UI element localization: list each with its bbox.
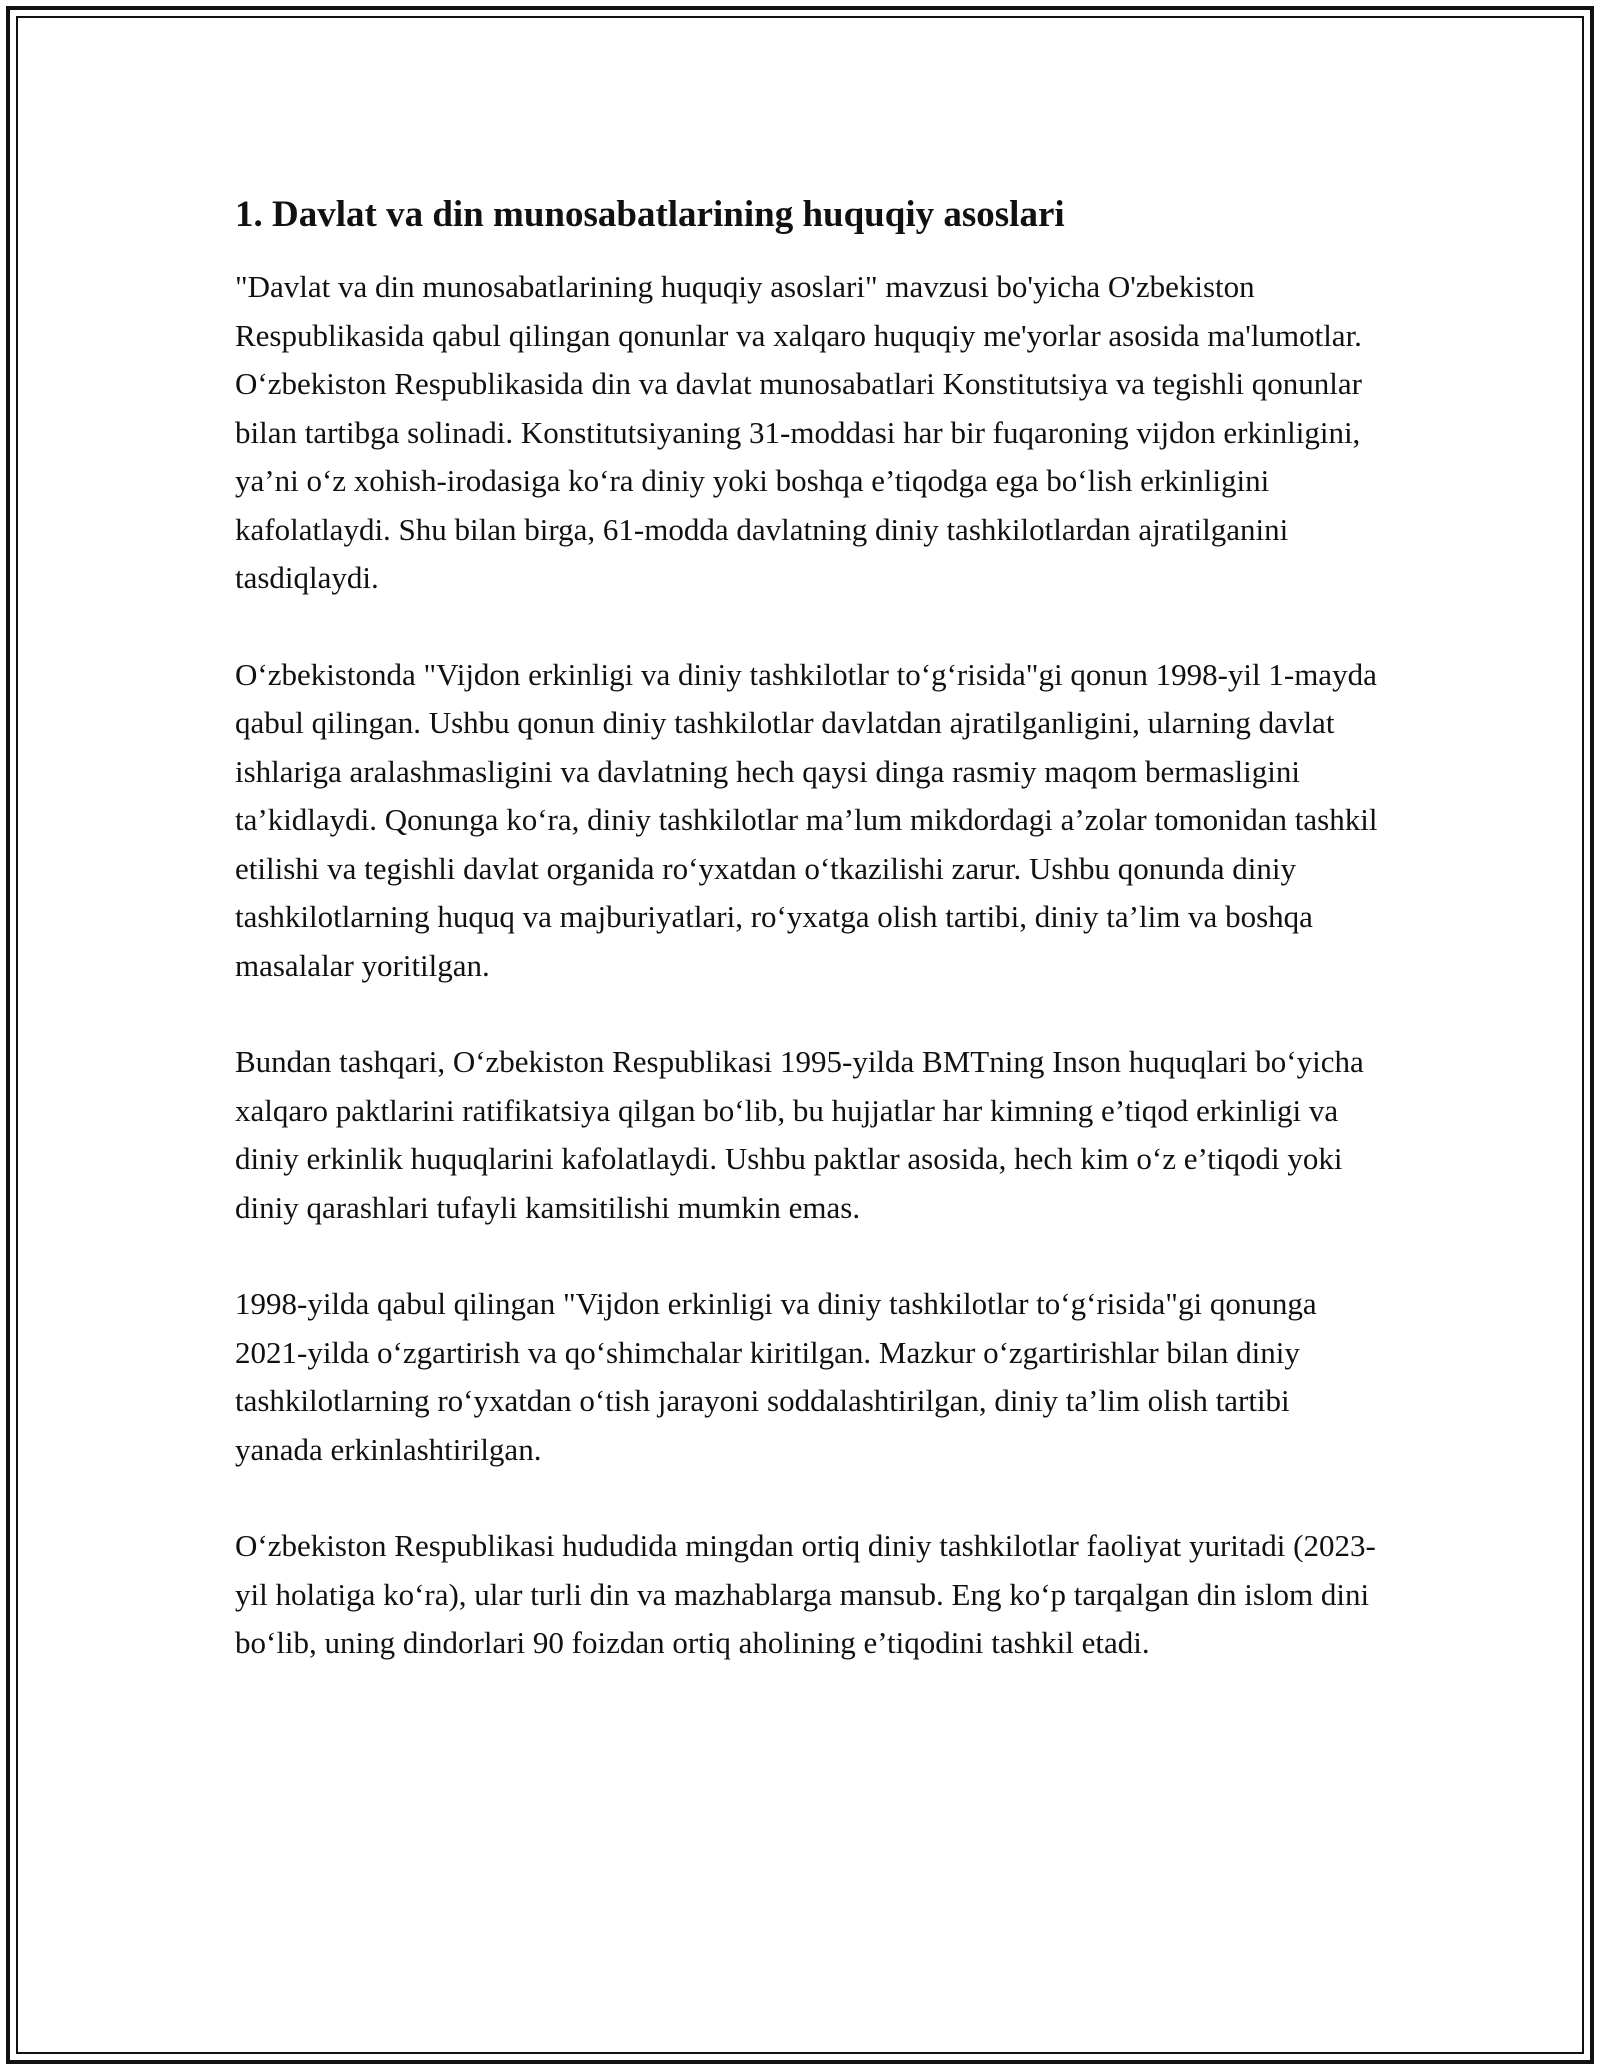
paragraph-4: 1998-yilda qabul qilingan "Vijdon erkinligi va diniy tashkilotlar to‘g‘risida"gi qonunga 2021-yilda o‘zgartirish va qo‘shimchalar kiritilgan. Mazkur o‘zgartirishlar bilan diniy tashkilotlarning ro‘yxatdan o‘tish jarayoni soddalashtirilgan, diniy ta’lim olish tartibi yanada erkinlashtirilgan. (235, 1286, 1317, 1467)
paragraph-1: "Davlat va din munosabatlarining huquqiy asoslari" mavzusi bo'yicha O'zbekiston Respublikasida qabul qilingan qonunlar va xalqaro huquqiy me'yorlar asosida ma'lumotlar. O‘zbekiston Respublikasida din va davlat munosabatlari Konstitutsiya va tegishli qonunlar bilan tartibga solinadi. Konstitutsiyaning 31-moddasi har bir fuqaroning vijdon erkinligini, ya’ni o‘z xohish-irodasiga ko‘ra diniy yoki boshqa e’tiqodga ega bo‘lish erkinligini kafolatlaydi. Shu bilan birga, 61-modda davlatning diniy tashkilotlardan ajratilganini tasdiqlaydi. (235, 269, 1362, 595)
document-body (235, 187, 1385, 1668)
section-heading: 1. Davlat va din munosabatlarining huquqiy asoslari (235, 194, 1065, 235)
paragraph-3: Bundan tashqari, O‘zbekiston Respublikasi 1995-yilda BMTning Inson huquqlari bo‘yicha xalqaro paktlarini ratifikatsiya qilgan bo‘lib, bu hujjatlar har kimning e’tiqod erkinligi va diniy erkinlik huquqlarini kafolatlaydi. Ushbu paktlar asosida, hech kim o‘z e’tiqodi yoki diniy qarashlari tufayli kamsitilishi mumkin emas. (235, 1044, 1364, 1225)
paragraph-2: O‘zbekistonda "Vijdon erkinligi va diniy tashkilotlar to‘g‘risida"gi qonun 1998-yil 1-mayda qabul qilingan. Ushbu qonun diniy tashkilotlar davlatdan ajratilganligini, ularning davlat ishlariga aralashmasligini va davlatning hech qaysi dinga rasmiy maqom bermasligini ta’kidlaydi. Qonunga ko‘ra, diniy tashkilotlar ma’lum mikdordagi a’zolar tomonidan tashkil etilishi va tegishli davlat organida ro‘yxatdan o‘tkazilishi zarur. Ushbu qonunda diniy tashkilotlarning huquq va majburiyatlari, ro‘yxatga olish tartibi, diniy ta’lim va boshqa masalalar yoritilgan. (235, 656, 1378, 983)
paragraph-5: O‘zbekiston Respublikasi hududida mingdan ortiq diniy tashkilotlar faoliyat yuritadi (2023-yil holatiga ko‘ra), ular turli din va mazhablarga mansub. Eng ko‘p tarqalgan din islom dini bo‘lib, uning dindorlari 90 foizdan ortiq aholining e’tiqodini tashkil etadi. (235, 1528, 1376, 1660)
